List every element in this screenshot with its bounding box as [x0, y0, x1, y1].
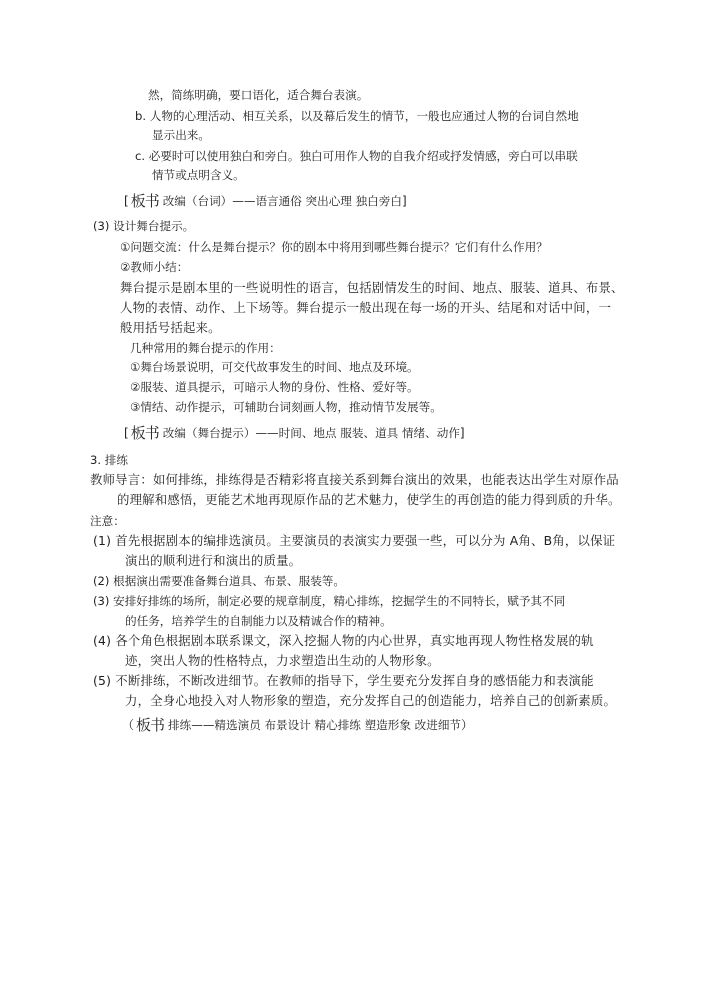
text-line: b. 人物的心理活动、相互关系，以及幕后发生的情节，一般也应通过人物的台词自然地	[135, 109, 579, 123]
text-line: 显示出来。	[152, 128, 210, 142]
board-stamp-icon: 板书	[130, 192, 159, 210]
text-line: 注意：	[90, 514, 125, 528]
text-line: 力，全身心地投入对人物形象的塑造，充分发挥自己的创造能力，培养自己的创新素质。	[125, 693, 617, 708]
text-line: 情节或点明含义。	[152, 168, 245, 182]
text-line: 的理解和感悟，更能艺术地再现原作品的艺术魅力，使学生的再创造的能力得到质的升华。	[117, 492, 621, 507]
text-line: 迹，突出人物的性格特点，力求塑造出生动的人物形象。	[125, 653, 440, 668]
text-line: 教师导言：如何排练，排练得是否精彩将直接关系到舞台演出的效果，也能表达出学生对原作品	[90, 472, 619, 487]
list-item: ③情结、动作提示，可辅助台词刻画人物，推动情节发展等。	[130, 400, 442, 414]
list-item: ②服装、道具提示，可暗示人物的身份、性格、爱好等。	[130, 380, 419, 394]
bracket-close: ]	[401, 194, 407, 208]
step-heading: (3) 设计舞台提示。	[93, 219, 195, 233]
text-line: 的任务，培养学生的自制能力以及精诚合作的精神。	[125, 614, 392, 628]
section-heading: 3. 排练	[90, 453, 128, 467]
list-item: (2) 根据演出需要准备舞台道具、布景、服装等。	[93, 574, 345, 588]
text-line: 然，简练明确，要口语化，适合舞台表演。	[148, 88, 369, 102]
board-summary-1	[124, 192, 407, 209]
text-line: 几种常用的舞台提示的作用：	[130, 341, 281, 355]
board-stamp-icon: 板书	[136, 716, 165, 734]
text-line: 演出的顺利进行和演出的质量。	[125, 553, 302, 568]
list-item: (1) 首先根据剧本的编排选演员。主要演员的表演实力要强一些，可以分为 A角、B角，以保证	[93, 533, 616, 548]
board-summary-text: 排练——精选演员 布景设计 精心排练 塑造形象 改进细节	[168, 718, 462, 732]
bracket-close: ]	[459, 426, 465, 440]
list-item: (3) 安排好排练的场所，制定必要的规章制度，精心排练，挖掘学生的不同特长，赋予其不同	[93, 594, 566, 608]
bracket-open: （	[122, 718, 135, 732]
bracket-open: [	[124, 194, 129, 208]
text-line: 人物的表情、动作、上下场等。舞台提示一般出现在每一场的开头、结尾和对话中间，一	[120, 300, 612, 315]
text-line: 舞台提示是剧本里的一些说明性的语言，包括剧情发生的时间、地点、服装、道具、布景、	[120, 280, 624, 295]
list-item: (5) 不断排练，不断改进细节。在教师的指导下，学生要充分发挥自身的感悟能力和表演能	[93, 673, 594, 688]
board-summary-text: 改编（台词）——语言通俗 突出心理 独白旁白	[162, 194, 402, 208]
board-summary-text: 改编（舞台提示）——时间、地点 服装、道具 情绪、动作	[162, 426, 460, 440]
bracket-close: ）	[461, 718, 474, 732]
text-line: ①问题交流：什么是舞台提示？你的剧本中将用到哪些舞台提示？它们有什么作用？	[120, 240, 548, 254]
text-line: ②教师小结：	[120, 260, 189, 274]
bracket-open: [	[124, 426, 129, 440]
board-summary-2	[124, 424, 465, 441]
text-line: 般用括号括起来。	[120, 320, 221, 335]
board-stamp-icon: 板书	[130, 424, 159, 442]
board-summary-3	[122, 716, 473, 733]
list-item: ①舞台场景说明，可交代故事发生的时间、地点及环境。	[130, 360, 419, 374]
list-item: (4) 各个角色根据剧本联系课文，深入挖掘人物的内心世界，真实地再现人物性格发展的轨	[93, 633, 594, 648]
text-line: c. 必要时可以使用独白和旁白。独白可用作人物的自我介绍或抒发情感，旁白可以串联	[135, 149, 578, 163]
